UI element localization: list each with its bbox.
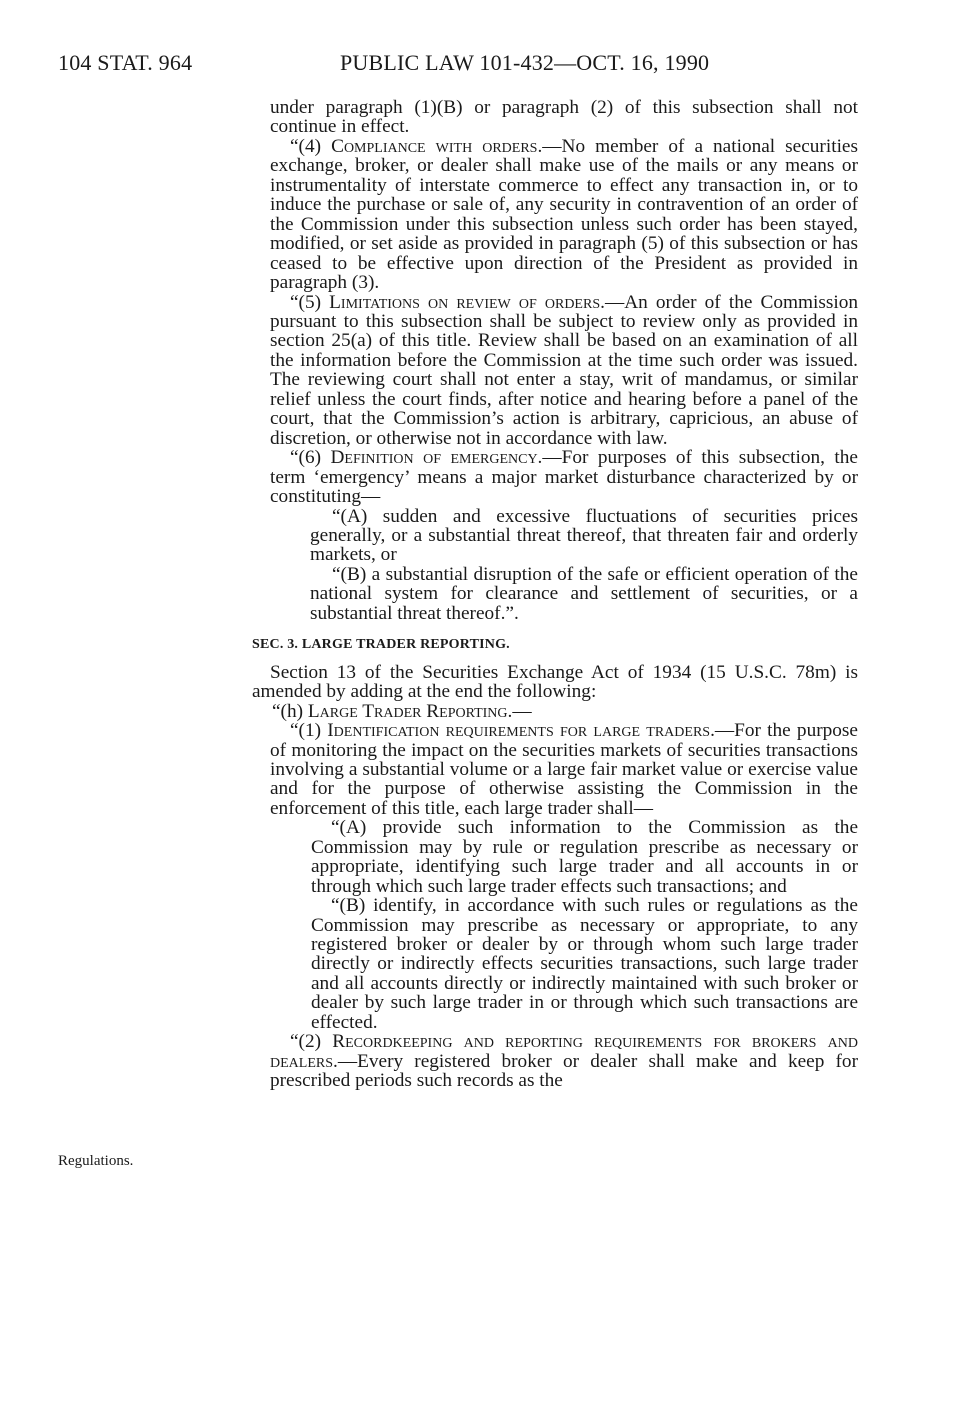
paragraph-h1-number: “(1) xyxy=(290,720,328,742)
subsection-h-dash: — xyxy=(512,700,532,722)
paragraph-4-heading: Compliance with orders. xyxy=(331,135,543,157)
paragraph-6-text: —For purposes of this subsection, the term ‘emergency’ means a major market disturbance characterized by or constituting— xyxy=(270,447,858,508)
subsection-h-number: “(h) xyxy=(272,700,308,722)
paragraph-h1-heading: Identification requirements for large traders. xyxy=(327,720,715,742)
paragraph-6-heading: Definition of emergency. xyxy=(330,447,543,469)
margin-note-regulations: Regulations. xyxy=(58,1153,134,1169)
continuation-paragraph: under paragraph (1)(B) or paragraph (2) of this subsection shall not continue in effect. xyxy=(270,97,858,138)
paragraph-6-number: “(6) xyxy=(290,447,331,469)
paragraph-h2 xyxy=(270,1032,858,1090)
subsection-h-heading xyxy=(270,702,858,721)
stat-reference: 104 STAT. 964 xyxy=(58,50,193,75)
paragraph-h1-text: —For the purpose of monitoring the impact on the securities markets of securities transactions involving a substantial volume or a large fair market value or exercise value and for the purpose of otherwise assisting the Commission in the enforcement of this title, each large trader shall— xyxy=(270,720,858,819)
paragraph-5-number: “(5) xyxy=(290,291,330,313)
subparagraph-6a: “(A) sudden and excessive fluctuations of securities prices generally, or a substantial threat thereof, that threaten fair and orderly markets, or xyxy=(310,505,858,566)
paragraph-h2-number: “(2) xyxy=(290,1031,333,1053)
subparagraph-h1a: “(A) provide such information to the Commission as the Commission may by rule or regulation prescribe as necessary or appropriate, identifying such large trader and all accounts in or through which such large trader effects such transactions; and xyxy=(311,817,858,897)
subsection-h-title: Large Trader Reporting. xyxy=(307,700,513,722)
paragraph-4-number: “(4) xyxy=(290,135,332,157)
paragraph-4-text: —No member of a national securities exchange, broker, or dealer shall make use of the mails or any means or instrumentality of interstate commerce to effect any transaction in, or to induce the purchase or sale of, any security in contravention of an order of the Commission under this subsection unless such order has been stayed, modified, or set aside as provided in paragraph (5) of this subsection or has ceased to be effective upon direction of the President as provided in paragraph (3). xyxy=(270,135,858,294)
section-3-intro: Section 13 of the Securities Exchange Act of 1934 (15 U.S.C. 78m) is amended by adding at the end the following: xyxy=(252,661,858,703)
paragraph-5 xyxy=(270,293,858,449)
paragraph-h2-text: —Every registered broker or dealer shall make and keep for prescribed periods such records as the xyxy=(270,1050,858,1092)
section-3-heading: SEC. 3. LARGE TRADER REPORTING. xyxy=(252,637,510,653)
body-text xyxy=(252,97,858,1092)
paragraph-5-heading: Limitations on review of orders. xyxy=(329,291,605,313)
law-title: PUBLIC LAW 101-432—OCT. 16, 1990 xyxy=(340,50,710,75)
subparagraph-h1b: “(B) identify, in accordance with such rules or regulations as the Commission may prescribe as necessary or appropriate, to any registered broker or dealer by or through whom such large trader directly or indirectly effects securities transactions, such large trader and all accounts directly or indirectly maintained with such broker or dealer by such large trader in or through which such transactions are effected. xyxy=(311,895,858,1033)
paragraph-6 xyxy=(270,448,858,506)
paragraph-5-text: —An order of the Commission pursuant to this subsection shall be subject to review only as provided in section 25(a) of this title. Review shall be based on an examination of all the information before the Commission at the time such order was issued. The reviewing court shall not enter a stay, writ of mandamus, or similar relief unless the court finds, after notice and hearing before a panel of the court, that the Commission’s action is arbitrary, capricious, an abuse of discretion, or otherwise not in accordance with law. xyxy=(270,291,858,449)
subparagraph-6b: “(B) a substantial disruption of the safe or efficient operation of the national system for clearance and settlement of securities, or a substantial threat thereof.”. xyxy=(310,563,858,624)
paragraph-h1 xyxy=(270,721,858,818)
paragraph-h2-heading: Recordkeeping and reporting requirements for brokers and dealers. xyxy=(270,1031,858,1072)
paragraph-4 xyxy=(270,137,858,293)
